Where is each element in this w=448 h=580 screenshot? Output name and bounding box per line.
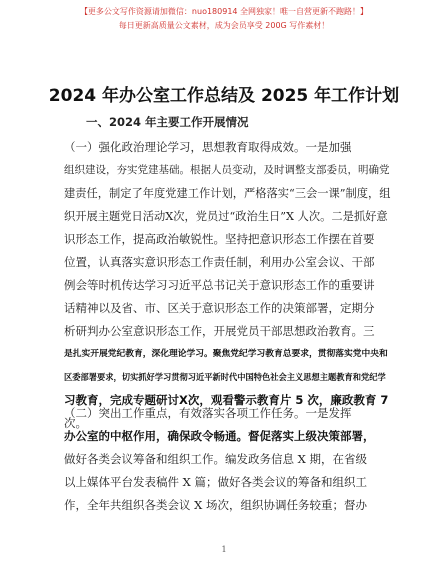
text-line: 识形态工作，提高政治敏锐性。坚持把意识形态工作摆在首要 xyxy=(64,232,375,246)
text-line: 话精神以及省、市、区关于意识形态工作的决策部署，定期分 xyxy=(64,301,375,315)
text-line: 组织建设，夯实党建基础。根据人员变动，及时调整支部委员，明确党 xyxy=(64,164,390,176)
text-line: （一）强化政治理论学习，思想教育取得成效。一是加强 xyxy=(64,140,352,154)
text-line: 织开展主题党日活动X次，党员过“政治生日”X 人次。二是抓好意 xyxy=(64,210,388,223)
text-line: 做好各类会议筹备和组织工作。编发政务信息 X 期，在省级 xyxy=(64,452,367,466)
text-line: （二）突出工作重点，有效落实各项工作任务。一是发挥 xyxy=(64,406,352,420)
promo-line-2: 每日更新高质量公文素材，成为会员享受 200G 写作素材！ xyxy=(118,21,330,30)
text-line: 析研判办公室意识形态工作，开展党员干部思想政治教育。三 xyxy=(64,324,375,338)
text-line: 习教育，完成专题研讨X次，观看警示教育片 5 次，廉政教育 7 xyxy=(64,393,389,407)
text-line: 位置，认真落实意识形态工作责任制，利用办公室会议、干部 xyxy=(64,255,375,269)
promo-line-1: 【更多公文写作资源请加微信：nuo180914 全网独家！唯一自营更新不跑路！】 xyxy=(79,7,369,16)
paragraph-1 xyxy=(64,136,391,435)
promo-banner xyxy=(0,5,448,33)
text-line: 以上媒体平台发表稿件 X 篇；做好各类会议的筹备和组织工 xyxy=(64,475,367,489)
text-line: 建责任，制定了年度党建工作计划，严格落实“三会一课”制度，组 xyxy=(64,187,391,200)
text-line: 次。 xyxy=(64,416,87,430)
paragraph-2 xyxy=(64,402,384,517)
section-heading: 一、2024 年主要工作开展情况 xyxy=(86,115,249,129)
text-line: 例会等时机传达学习习近平总书记关于意识形态工作的重要讲 xyxy=(64,278,375,292)
text-line: 是扎实开展党纪教育，深化理论学习。聚焦党纪学习教育总要求，贯彻落实党中央和 xyxy=(64,349,388,359)
document-title: 2024 年办公室工作总结及 2025 年工作计划 xyxy=(48,86,400,106)
page-number: 1 xyxy=(221,545,227,554)
text-line: 作，全年共组织各类会议 X 场次，组织协调任务较重；督办 xyxy=(64,498,367,512)
text-line: 区委部署要求，切实抓好学习贯彻习近平新时代中国特色社会主义思想主题教育和党纪学 xyxy=(64,372,386,382)
text-line: 办公室的中枢作用，确保政令畅通。督促落实上级决策部署， xyxy=(64,429,375,443)
